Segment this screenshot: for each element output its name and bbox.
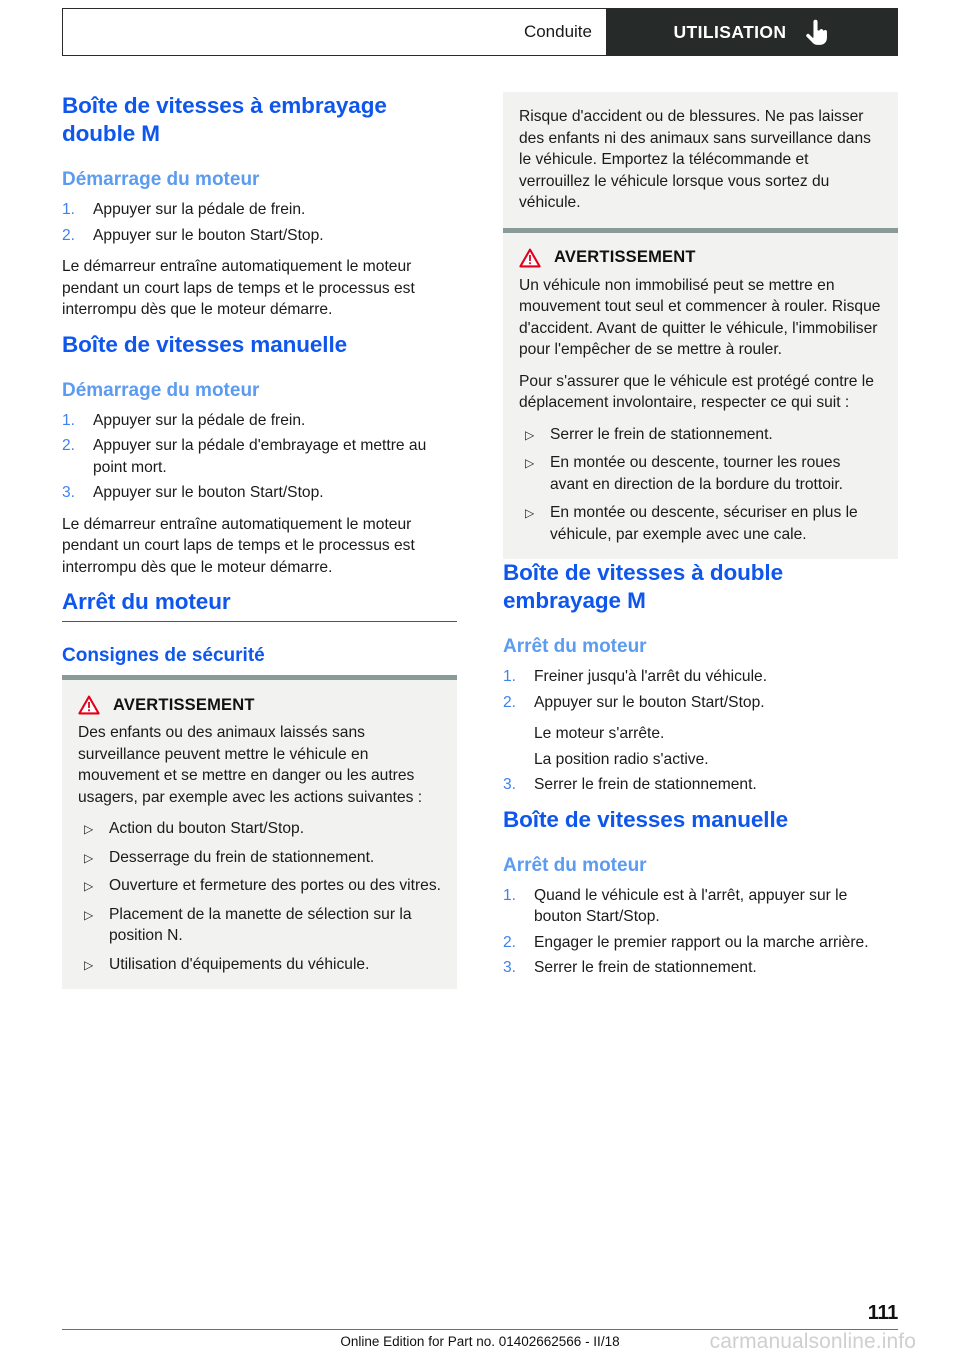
warning-text-left: Des enfants ou des animaux laissés sans surveillance peuvent mettre le véhicule en mouvement et se mettre en danger ou les autres usagers, par exemple avec les actions suivantes : (78, 724, 423, 806)
header-chapter-box (62, 8, 606, 56)
list-item (78, 875, 441, 897)
list-text: En montée ou descente, tourner les roues avant en direction de la bordure du trottoir. (550, 454, 843, 493)
triangle-bullet-icon: ▷ (84, 879, 94, 893)
substep-moteur-arrete: Le moteur s'arrête. (534, 725, 665, 742)
warning-box-continued (503, 92, 898, 228)
list-text: Appuyer sur le bouton Start/Stop. (93, 226, 324, 244)
list-item (62, 410, 457, 432)
warning-paragraph-1: Un véhicule non immobilisé peut se mettre en mouvement tout seul et commencer à rouler. Risque d'accident. Avant de quitter le véhicule, l'immobiliser pour l'empêcher de se mettre à rouler. (519, 276, 881, 358)
steps-list-demarrage-2 (62, 410, 457, 504)
header-chapter-label: Conduite (523, 22, 592, 41)
warning-header (519, 248, 882, 268)
list-text: En montée ou descente, sécuriser en plus le véhicule, par exemple avec une cale. (550, 504, 858, 543)
warning-triangle-icon (519, 248, 541, 268)
page-header (62, 8, 898, 56)
list-item (62, 482, 457, 504)
warning-box-right (503, 228, 898, 560)
list-text: Appuyer sur la pédale d'embrayage et mettre au point mort. (93, 437, 427, 476)
steps-list-arret-2 (503, 885, 898, 979)
list-number: 1. (503, 668, 517, 685)
list-item (503, 932, 898, 954)
steps-list-demarrage-1 (62, 199, 457, 246)
list-number: 3. (62, 484, 76, 501)
footer-divider (62, 1329, 898, 1330)
pointing-hand-icon (804, 17, 830, 47)
warning-box-left (62, 675, 457, 989)
list-text: Quand le véhicule est à l'arrêt, appuyer sur le bouton Start/Stop. (534, 886, 848, 925)
list-text: Action du bouton Start/Stop. (109, 820, 305, 837)
header-section-label: UTILISATION (673, 21, 787, 42)
list-number: 1. (62, 411, 76, 429)
list-item (78, 847, 441, 869)
page-number: 111 (867, 1302, 898, 1324)
heading-arret-du-moteur-left: Arrêt du moteur (62, 588, 457, 622)
warning-bullets-right (519, 424, 882, 546)
triangle-bullet-icon: ▷ (525, 456, 535, 470)
right-column (503, 92, 898, 989)
list-item (519, 424, 882, 446)
list-item (503, 774, 898, 796)
list-item (503, 692, 898, 714)
substep-position-radio: La position radio s'active. (534, 750, 709, 768)
list-text: Serrer le frein de stationnement. (550, 425, 773, 443)
list-item (78, 818, 441, 840)
subheading-consignes-securite: Consignes de sécurité (62, 645, 265, 666)
heading-boite-double-embrayage-m: Boîte de vitesses à double embrayage M (503, 560, 783, 613)
list-text: Engager le premier rapport ou la marche arrière. (534, 933, 869, 951)
page-body (62, 92, 898, 989)
header-section-box (606, 8, 898, 56)
list-number: 1. (503, 886, 517, 904)
warning-label: AVERTISSEMENT (113, 695, 255, 714)
list-number: 3. (503, 959, 517, 976)
list-number: 2. (62, 437, 76, 454)
steps-list-arret-1 (503, 666, 898, 713)
list-text: Desserrage du frein de stationnement. (109, 848, 375, 866)
list-text: Appuyer sur la pédale de frein. (93, 201, 306, 218)
triangle-bullet-icon: ▷ (525, 506, 535, 520)
triangle-bullet-icon: ▷ (525, 427, 535, 442)
heading-boite-vitesses-manuelle-right: Boîte de vitesses manuelle (503, 806, 789, 832)
list-item (519, 452, 882, 495)
list-text: Ouverture et fermeture des portes ou des vitres. (109, 877, 441, 894)
list-item (503, 885, 898, 928)
list-text: Appuyer sur la pédale de frein. (93, 411, 306, 429)
subheading-arret-moteur-1: Arrêt du moteur (503, 636, 647, 657)
subheading-demarrage-moteur-2: Démarrage du moteur (62, 379, 260, 401)
list-text: Utilisation d'équipements du véhicule. (109, 955, 370, 973)
list-item (78, 954, 441, 976)
warning-paragraph-2: Pour s'assurer que le véhicule est protégé contre le déplacement involontaire, respecter ce qui suit : (519, 372, 874, 411)
triangle-bullet-icon: ▷ (84, 822, 94, 836)
list-number: 3. (503, 776, 517, 793)
list-text: Appuyer sur le bouton Start/Stop. (534, 693, 765, 711)
list-item (78, 904, 441, 947)
triangle-bullet-icon: ▷ (84, 907, 94, 922)
list-text: Serrer le frein de stationnement. (534, 776, 757, 793)
warning-continued-text: Risque d'accident ou de blessures. Ne pas laisser des enfants ni des animaux sans surveillance dans le véhicule. Emportez la télécommande et verrouillez le véhicule lorsque vous sortez du véhicule. (519, 108, 871, 211)
subheading-demarrage-moteur-1: Démarrage du moteur (62, 169, 260, 190)
warning-header (78, 695, 441, 715)
warning-bullets-left (78, 818, 441, 975)
heading-boite-vitesses-manuelle-left: Boîte de vitesses manuelle (62, 331, 348, 357)
list-text: Placement de la manette de sélection sur la position N. (109, 905, 412, 944)
list-item (62, 225, 457, 247)
list-text: Appuyer sur le bouton Start/Stop. (93, 484, 324, 501)
list-text: Serrer le frein de stationnement. (534, 959, 757, 976)
subheading-arret-moteur-2: Arrêt du moteur (503, 854, 647, 876)
list-text: Freiner jusqu'à l'arrêt du véhicule. (534, 668, 768, 685)
list-item (62, 199, 457, 221)
list-number: 2. (503, 933, 517, 951)
left-column (62, 92, 457, 989)
list-number: 2. (503, 693, 517, 711)
paragraph-demarreur-1: Le démarreur entraîne automatiquement le moteur pendant un court laps de temps et le processus est interrompu dès que le moteur démarre. (62, 258, 415, 318)
steps-list-arret-1-cont (503, 774, 898, 796)
triangle-bullet-icon: ▷ (84, 850, 94, 865)
list-number: 2. (62, 226, 76, 244)
list-item (62, 435, 457, 478)
warning-label: AVERTISSEMENT (554, 248, 696, 266)
list-number: 1. (62, 201, 76, 218)
list-item (503, 957, 898, 979)
warning-triangle-icon (78, 695, 100, 715)
watermark-text: carmanualsonline.info (709, 1330, 916, 1353)
footer-edition-text: Online Edition for Part no. 01402662566 - II/18 (340, 1334, 620, 1349)
list-item (519, 502, 882, 545)
heading-boite-embrayage-double-m: Boîte de vitesses à embrayage double M (62, 93, 387, 146)
triangle-bullet-icon: ▷ (84, 957, 94, 972)
list-item (503, 666, 898, 688)
paragraph-demarreur-2: Le démarreur entraîne automatiquement le moteur pendant un court laps de temps et le processus est interrompu dès que le moteur démarre. (62, 515, 415, 576)
